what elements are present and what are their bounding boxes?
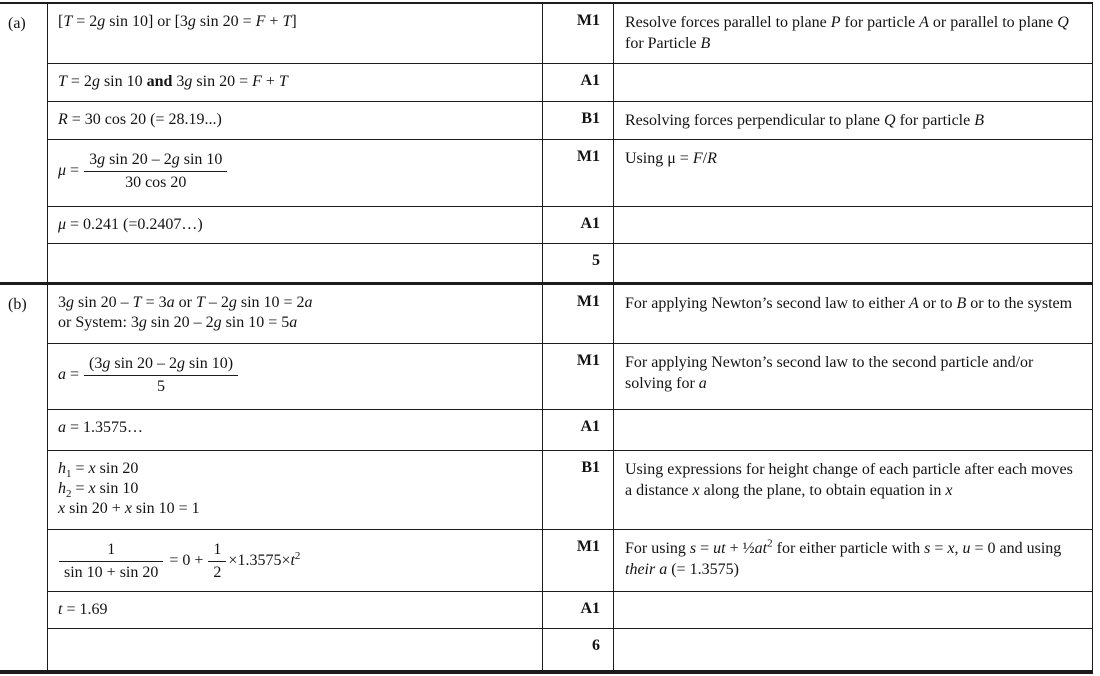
comment-cell: For using s = ut + $\frac{1}{2}at^2$ for either particle with s = x, u = 0 and using their a (= 1.3575) xyxy=(625,537,1062,578)
table-row xyxy=(48,592,1092,629)
work-cell xyxy=(48,244,543,282)
comment-cell xyxy=(614,629,1092,670)
section-rows xyxy=(48,285,1092,670)
fraction xyxy=(84,354,238,397)
mark-cell: A1 xyxy=(543,64,614,101)
comment-cell: For applying Newton’s second law to the second particle and/or solving for a xyxy=(625,354,1034,392)
work-line: T = 2g sin 10 and 3g sin 20 = F + T xyxy=(58,73,288,90)
work-line: a = 1.3575… xyxy=(58,419,144,436)
work-line: t = 1.69 xyxy=(58,601,108,618)
fraction-denominator: 2 xyxy=(213,564,222,581)
work-cell xyxy=(48,629,543,670)
section-b xyxy=(0,285,1092,670)
table-row xyxy=(48,102,1092,140)
work-line: $h_1 = x$ sin 20 xyxy=(58,460,139,481)
comment-cell xyxy=(614,410,1092,450)
comment-cell xyxy=(614,592,1092,628)
table-row xyxy=(48,285,1092,344)
fraction-denominator: 30 cos 20 xyxy=(125,174,187,191)
fraction-numerator: (3g sin 20 – 2g sin 10) xyxy=(84,354,238,376)
fraction xyxy=(208,540,226,583)
fraction-numerator: 1 xyxy=(208,540,226,562)
work-cell xyxy=(48,592,543,628)
work-cell xyxy=(48,410,543,450)
total-row xyxy=(48,244,1092,282)
part-label: (b) xyxy=(0,285,48,670)
mark-cell: B1 xyxy=(543,451,614,529)
mark-cell: B1 xyxy=(543,102,614,139)
comment-cell: Using expressions for height change of each particle after each moves a distance x along the plane, to obtain equation in x xyxy=(625,461,1073,499)
fraction-numerator: 3g sin 20 – 2g sin 10 xyxy=(84,150,227,172)
table-row xyxy=(48,4,1092,64)
comment-cell xyxy=(614,207,1092,243)
fraction-denominator: sin 10 + sin 20 xyxy=(64,564,159,581)
work-cell xyxy=(48,451,543,529)
table-row xyxy=(48,451,1092,530)
work-cell xyxy=(48,140,543,206)
work-cell xyxy=(48,4,543,63)
work-line: R = 30 cos 20 (= 28.19...) xyxy=(58,111,222,128)
work-cell xyxy=(48,344,543,409)
fraction-denominator: 5 xyxy=(157,378,166,395)
mark-cell: A1 xyxy=(543,207,614,243)
mark-cell: M1 xyxy=(543,140,614,206)
work-line: $h_2 = x$ sin 10 xyxy=(58,480,139,501)
comment-cell: Using μ = F/R xyxy=(625,150,717,167)
comment-cell: For applying Newton’s second law to either A or to B or to the system xyxy=(625,295,1073,312)
part-label: (a) xyxy=(0,4,48,282)
mark-cell: M1 xyxy=(543,344,614,409)
work-line: x sin 20 + x sin 10 = 1 xyxy=(58,500,200,517)
work-line: [T = 2g sin 10] or [3g sin 20 = F + T] xyxy=(58,13,297,30)
mark-cell: M1 xyxy=(543,4,614,63)
comment-cell: Resolving forces perpendicular to plane Q for particle B xyxy=(625,112,984,129)
work-line: or System: 3g sin 20 – 2g sin 10 = 5a xyxy=(58,314,298,331)
total-mark-cell: 5 xyxy=(543,244,614,282)
fraction xyxy=(59,540,163,583)
table-row xyxy=(48,530,1092,592)
work-line: μ = $\frac{\text{3g sin 20 – 2g sin 10}}{30 \cos 20}$ xyxy=(58,148,532,195)
total-mark-cell: 6 xyxy=(543,629,614,670)
mark-cell: A1 xyxy=(543,592,614,628)
total-row xyxy=(48,629,1092,670)
table-row xyxy=(48,140,1092,207)
fraction xyxy=(84,150,227,193)
mark-cell: M1 xyxy=(543,285,614,343)
comment-cell xyxy=(614,244,1092,282)
work-cell xyxy=(48,207,543,243)
fraction-numerator: 1 xyxy=(59,540,163,562)
comment-cell: Resolve forces parallel to plane P for particle A or parallel to plane Q for Particle B xyxy=(625,14,1069,52)
section-a xyxy=(0,4,1092,285)
table-row xyxy=(48,344,1092,410)
work-line: 3g sin 20 – T = 3a or T – 2g sin 10 = 2a xyxy=(58,294,313,311)
mark-scheme-table xyxy=(0,2,1093,674)
table-row xyxy=(48,207,1092,244)
work-cell xyxy=(48,530,543,591)
table-row xyxy=(48,410,1092,451)
table-row xyxy=(48,64,1092,102)
mark-cell: M1 xyxy=(543,530,614,591)
mark-cell: A1 xyxy=(543,410,614,450)
section-rows xyxy=(48,4,1092,282)
work-cell xyxy=(48,64,543,101)
comment-cell xyxy=(614,64,1092,101)
work-line: $\frac{1}{\sin 10 + \sin 20}$ = 0 + $\frac{1}{2}$ $\times 1.3575\times t^2$ xyxy=(58,538,532,585)
work-cell xyxy=(48,102,543,139)
work-cell xyxy=(48,285,543,343)
work-line: μ = 0.241 (=0.2407…) xyxy=(58,216,203,233)
work-line: a = $\frac{\text{(3g sin 20 – 2g sin 10)}}{5}$ xyxy=(58,352,532,399)
